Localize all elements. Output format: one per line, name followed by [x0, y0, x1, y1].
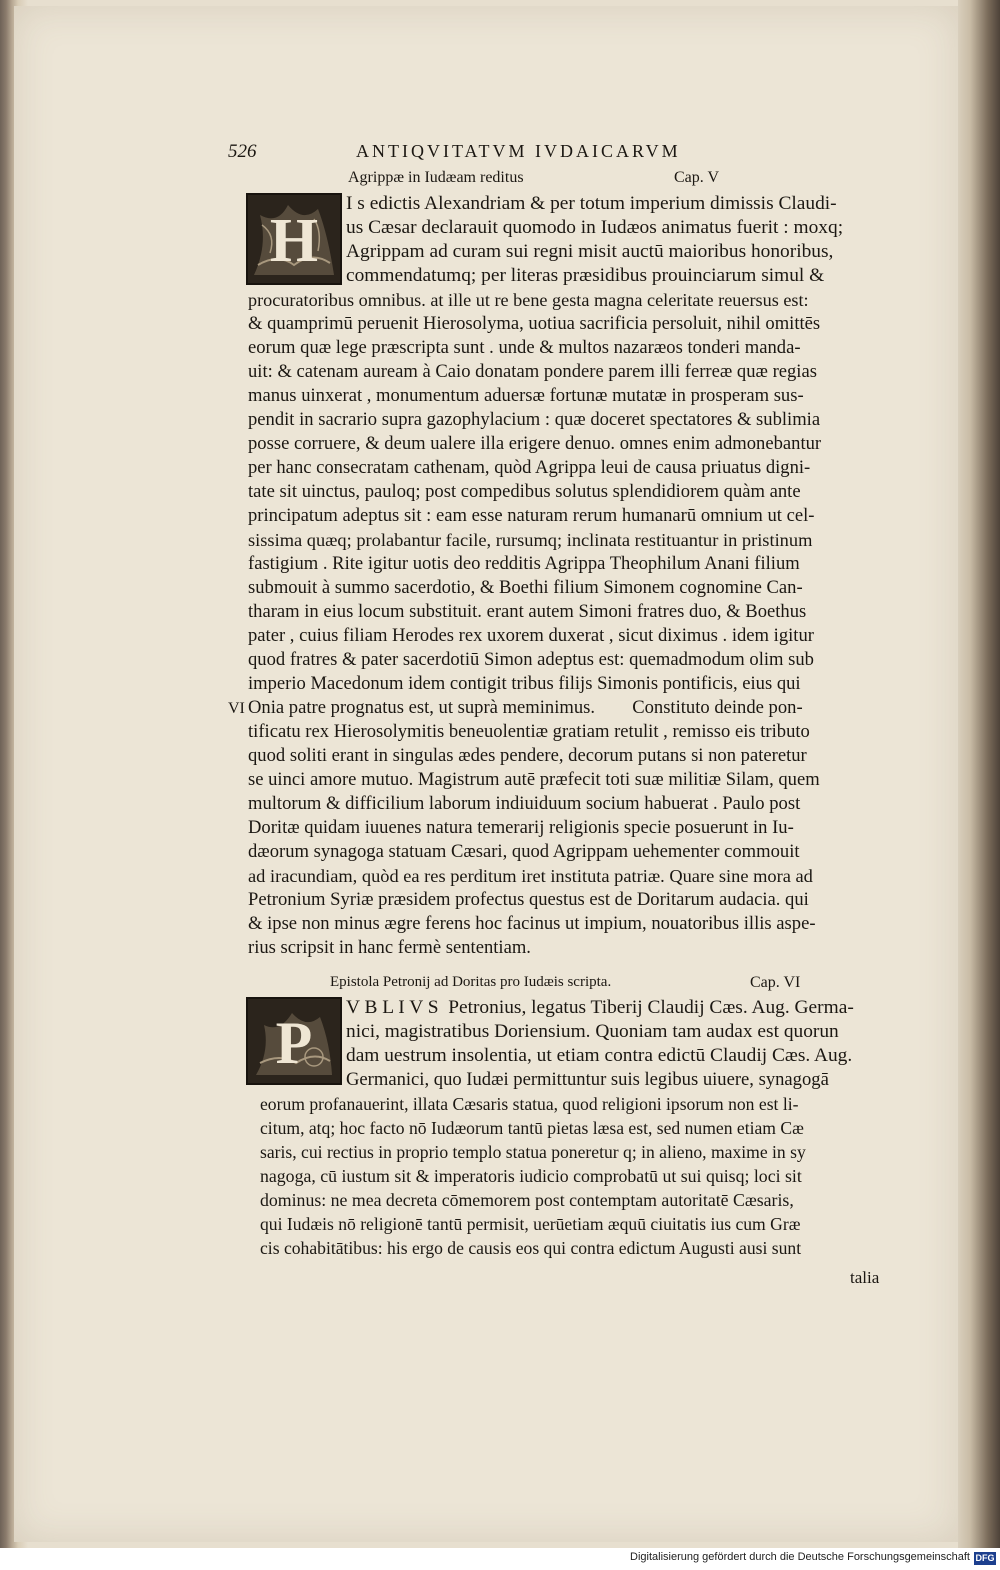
text-line: procuratoribus omnibus. at ille ut re bene gesta magna celeritate reuersus est:	[248, 290, 809, 310]
chapter-v-body	[248, 192, 908, 972]
margin-section-number: VI	[228, 700, 245, 717]
catchword: talia	[850, 1268, 880, 1287]
text-line: Germanici, quo Iudæi permittuntur suis legibus uiuere, synagogā	[346, 1069, 829, 1090]
text-line: Doritæ quidam iuuenes natura temerarij religionis specie posuerunt in Iu-	[248, 817, 794, 838]
text-line: fastigium . Rite igitur uotis deo redditis Agrippa Theophilum Anani filium	[248, 553, 800, 574]
chapter-v-heading: Agrippæ in Iudæam reditus	[348, 169, 524, 186]
text-line: sissima quæq; prolabantur facile, rursumq; inclinata restituantur in pristinum	[248, 530, 813, 550]
text-line: Agrippam ad curam sui regni misit auctū maioribus honoribus,	[346, 241, 834, 262]
text-line: us Cæsar declarauit quomodo in Iudæos animatus fuerit : moxq;	[346, 217, 844, 238]
book-fore-edge	[958, 0, 1000, 1548]
running-title: ANTIQVITATVM IVDAICARVM	[356, 141, 681, 161]
text-line: qui Iudæis nō religionē tantū permisit, uerūetiam æquū ciuitatis ius cum Græ	[260, 1214, 801, 1234]
chapter-vi-initial-letter: P	[275, 1010, 313, 1076]
text-line: dam uestrum insolentia, ut etiam contra edictū Claudij Cæs. Aug.	[346, 1045, 853, 1066]
chapter-vi-heading-row	[330, 974, 830, 996]
text-line: eorum quæ lege præscripta sunt . unde & multos nazaræos tonderi manda-	[248, 337, 801, 358]
text-line: dæorum synagoga statuam Cæsari, quod Agrippam uehementer commouit	[248, 841, 800, 862]
chapter-v-heading-row	[348, 169, 768, 191]
chapter-vi-heading: Epistola Petronij ad Doritas pro Iudæis scripta.	[330, 974, 612, 990]
text-line: se uinci amore mutuo. Magistrum autē præfecit toti suæ militiæ Silam, quem	[248, 769, 820, 790]
dfg-logo-icon: DFG	[975, 1553, 995, 1563]
chapter-vi-cap: Cap. VI	[750, 974, 801, 991]
text-line: nici, magistratibus Doriensium. Quoniam tam audax est quorun	[346, 1021, 839, 1042]
chapter-vi-body	[248, 996, 908, 1296]
text-line: posse corruere, & deum ualere illa erigere denuo. omnes enim admonebantur	[248, 433, 822, 454]
text-line: pendit in sacrario supra gazophylacium : quæ doceret spectatores & sublimia	[248, 409, 821, 430]
text-line: quod soliti erant in singulas ædes pendere, decorum putans si non pateretur	[248, 745, 807, 766]
text-line: per hanc consecratam cathenam, quòd Agrippa leui de causa priuatus digni-	[248, 457, 811, 478]
text-line: I s edictis Alexandriam & per totum imperium dimissis Claudi-	[346, 193, 837, 214]
text-line: cis cohabitātibus: his ergo de causis eos qui contra edictum Augusti ausi sunt	[260, 1238, 802, 1258]
text-line: principatum adeptus sit : eam esse naturam rerum humanarū omnium ut cel-	[248, 505, 815, 526]
text-line: & ipse non minus ægre ferens hoc facinus ut impium, nouatoribus illis aspe-	[248, 913, 816, 934]
text-line: tificatu rex Hierosolymitis beneuolentiæ gratiam retulit , remisso eis tributo	[248, 721, 810, 742]
text-line: Onia patre prognatus est, ut suprà meminimus. Constituto deinde pon-	[248, 697, 803, 718]
text-line: rius scripsit in hanc fermè sententiam.	[248, 937, 531, 958]
text-line: uit: & catenam auream à Caio donatam pondere parem illi ferreæ quæ regias	[248, 361, 817, 382]
text-line: dominus: ne mea decreta cōmemorem post contemptam autoritatē Cæsaris,	[260, 1190, 794, 1210]
text-line: & quamprimū peruenit Hierosolyma, uotiua sacrificia persoluit, nihil omittēs	[248, 313, 821, 334]
text-line: tharam in eius locum substituit. erant autem Simoni fratres duo, & Boethus	[248, 601, 807, 622]
text-line: commendatumq; per literas præsidibus prouinciarum simul &	[346, 265, 825, 286]
text-line: submouit à summo sacerdotio, & Boethi filium Simonem cognomine Can-	[248, 577, 803, 598]
text-line: manus uinxerat , monumentum aduersæ fortunæ mutatæ in prosperam sus-	[248, 385, 804, 406]
footer-credit: Digitalisierung gefördert durch die Deutsche Forschungsgemeinschaft	[630, 1551, 970, 1563]
digitization-footer	[0, 1548, 1000, 1570]
text-line: V B L I V S Petronius, legatus Tiberij Claudij Cæs. Aug. Germa-	[346, 997, 854, 1018]
page-number: 526	[228, 141, 257, 162]
text-line: ad iracundiam, quòd ea res perditum iret instituta patriæ. Quare sine mora ad	[248, 866, 813, 886]
running-head	[228, 141, 788, 165]
chapter-v-initial-letter: H	[269, 207, 319, 275]
text-line: multorum & difficilium laborum indiuiduum socium habuerat . Paulo post	[248, 793, 801, 814]
text-line: saris, cui rectius in proprio templo statua poneretur q; in alieno, maxime in sy	[260, 1142, 806, 1162]
text-line: tate sit uinctus, pauloq; post compedibus solutus splendidiorem quàm ante	[248, 481, 801, 502]
text-line: imperio Macedonum idem contigit tribus filijs Simonis pontificis, eius qui	[248, 673, 801, 694]
text-line: citum, atq; hoc facto nō Iudæorum tantū pietas læsa est, sed numen etiam Cæ	[260, 1118, 804, 1138]
text-line: pater , cuius filiam Herodes rex uxorem duxerat , sicut diximus . idem igitur	[248, 625, 814, 646]
text-line: eorum profanauerint, illata Cæsaris statua, quod religioni ipsorum non est li-	[260, 1094, 799, 1114]
text-line: nagoga, cū iustum sit & imperatoris iudicio comprobatū ut sui quisq; loci sit	[260, 1166, 802, 1186]
chapter-v-cap: Cap. V	[674, 169, 720, 186]
text-line: Petronium Syriæ præsidem profectus questus est de Doritarum audacia. qui	[248, 889, 809, 910]
text-line: quod fratres & pater sacerdotiū Simon adeptus est: quemadmodum olim sub	[248, 649, 814, 670]
